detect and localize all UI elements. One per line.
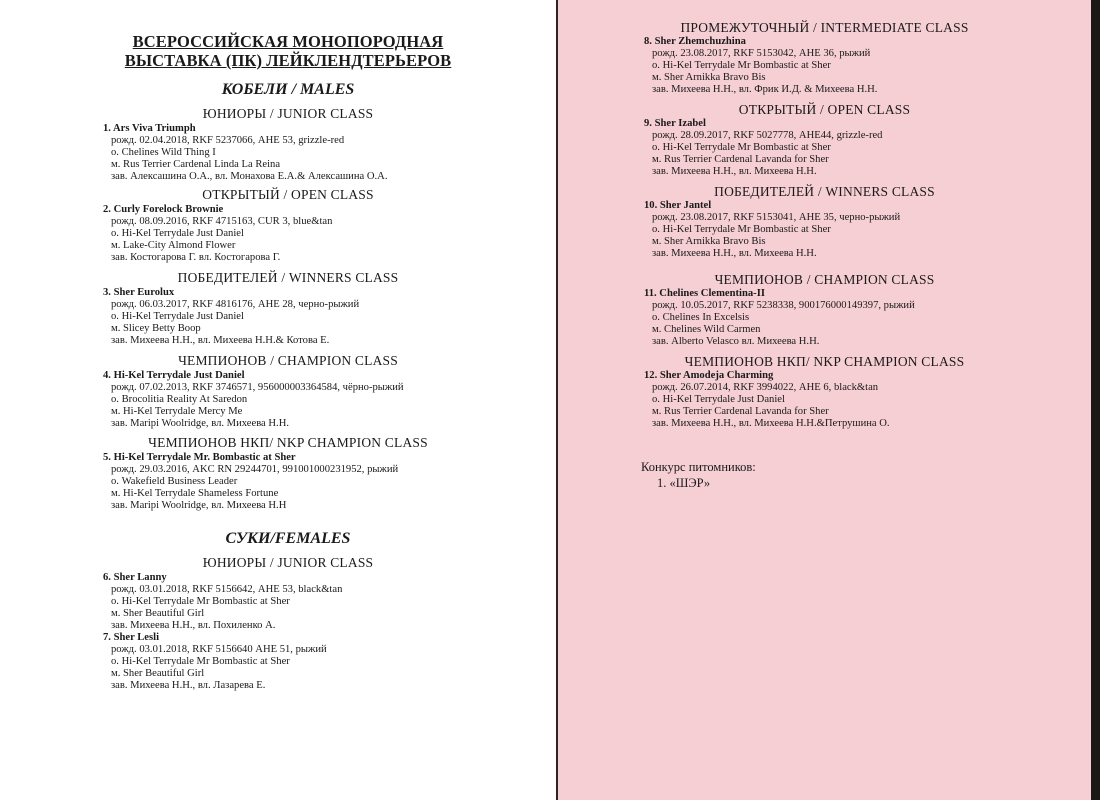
right-page	[558, 0, 1091, 800]
dog-name: 11. Chelines Clementina-II	[644, 288, 765, 299]
class-heading-female-junior: ЮНИОРЫ / JUNIOR CLASS	[202, 555, 374, 570]
entry-5: 5. Hi-Kel Terrydale Mr. Bombastic at Sher рожд. 29.03.2016, AKC RN 29244701, 991001000231952, рыжий о. Wakefield Business Leader м. Hi-Kel Terrydale Shameless Fortune зав. Maripi Woolridge, вл. Михеева Н.Н	[103, 452, 399, 512]
class-heading-female-intermediate: ПРОМЕЖУТОЧНЫЙ / INTERMEDIATE CLASS	[680, 20, 969, 35]
class-heading-female-winners: ПОБЕДИТЕЛЕЙ / WINNERS CLASS	[714, 184, 935, 199]
kennel-item: 1. «ШЭР»	[657, 476, 711, 490]
class-heading-male-open: ОТКРЫТЫЙ / OPEN CLASS	[202, 187, 374, 202]
entry-3: 3. Sher Eurolux рожд. 06.03.2017, RKF 4816176, АНЕ 28, черно-рыжий о. Hi-Kel Terrydale Just Daniel м. Slicey Betty Boop зав. Михеева Н.Н., вл. Михеева Н.Н.& Котова Е.	[103, 287, 360, 347]
dog-name: 7. Sher Lesli	[103, 632, 160, 643]
class-heading-male-junior: ЮНИОРЫ / JUNIOR CLASS	[202, 106, 374, 121]
dog-name: 4. Hi-Kel Terrydale Just Daniel	[103, 370, 245, 381]
entry-6: 6. Sher Lanny рожд. 03.01.2018, RKF 5156642, АНЕ 53, black&tan о. Hi-Kel Terrydale Mr Bombastic at Sher м. Sher Beautiful Girl зав. Михеева Н.Н., вл. Похиленко А.	[103, 572, 343, 632]
females-heading: СУКИ/FEMALES	[225, 530, 351, 547]
entry-1: 1. Ars Viva Triumph рожд. 02.04.2018, RKF 5237066, АНЕ 53, grizzle-red о. Chelines Wild Thing I м. Rus Terrier Cardenal Linda La Reina зав. Алексашина О.А., вл. Монахова Е.А.& Алексашина О.А.	[103, 123, 388, 183]
catalog-title: ВСЕРОССИЙСКАЯ МОНОПОРОДНАЯ ВЫСТАВКА (ПК) ЛЕЙКЛЕНДТЕРЬЕРОВ	[124, 32, 452, 70]
entry-7: 7. Sher Lesli рожд. 03.01.2018, RKF 5156640 АНЕ 51, рыжий о. Hi-Kel Terrydale Mr Bombastic at Sher м. Sher Beautiful Girl зав. Михеева Н.Н., вл. Лазарева Е.	[103, 632, 327, 692]
dog-name: 6. Sher Lanny	[103, 572, 167, 583]
entry-10: 10. Sher Jantel рожд. 23.08.2017, RKF 5153041, АНЕ 35, черно-рыжий о. Hi-Kel Terrydale Mr Bombastic at Sher м. Sher Arnikka Bravo Bis зав. Михеева Н.Н., вл. Михеева Н.Н.	[644, 200, 901, 260]
entry-12: 12. Sher Amodeja Charming рожд. 26.07.2014, RKF 3994022, АНЕ 6, black&tan о. Hi-Kel Terrydale Just Daniel м. Rus Terrier Cardenal Lavanda for Sher зав. Михеева Н.Н., вл. Михеева Н.Н.&Петрушина О.	[644, 370, 890, 430]
dog-name: 8. Sher Zhemchuzhina	[644, 36, 746, 47]
class-heading-female-nkp-champion: ЧЕМПИОНОВ НКП/ NKP CHAMPION CLASS	[684, 354, 965, 369]
entry-11: 11. Chelines Clementina-II рожд. 10.05.2017, RKF 5238338, 900176000149397, рыжий о. Chelines In Excelsis м. Chelines Wild Carmen зав. Alberto Velasco вл. Михеева Н.Н.	[644, 288, 915, 348]
males-heading: КОБЕЛИ / MALES	[221, 81, 355, 98]
dog-name: 1. Ars Viva Triumph	[103, 123, 196, 134]
entry-8: 8. Sher Zhemchuzhina рожд. 23.08.2017, RKF 5153042, АНЕ 36, рыжий о. Hi-Kel Terrydale Mr Bombastic at Sher м. Sher Arnikka Bravo Bis зав. Михеева Н.Н., вл. Фрик И.Д. & Михеева Н.Н.	[644, 36, 878, 96]
class-heading-male-winners: ПОБЕДИТЕЛЕЙ / WINNERS CLASS	[177, 270, 399, 285]
dog-name: 10. Sher Jantel	[644, 200, 712, 211]
dog-name: 2. Curly Forelock Brownie	[103, 204, 224, 215]
entry-9: 9. Sher Izabel рожд. 28.09.2017, RKF 5027778, АНЕ44, grizzle-red о. Hi-Kel Terrydale Mr Bombastic at Sher м. Rus Terrier Cardenal Lavanda for Sher зав. Михеева Н.Н., вл. Михеева Н.Н.	[644, 118, 883, 178]
class-heading-male-nkp-champion: ЧЕМПИОНОВ НКП/ NKP CHAMPION CLASS	[148, 435, 428, 450]
entry-4: 4. Hi-Kel Terrydale Just Daniel рожд. 07.02.2013, RKF 3746571, 956000003364584, чёрно-рыжий о. Brocolitia Reality At Saredon м. Hi-Kel Terrydale Mercy Me зав. Maripi Woolridge, вл. Михеева Н.Н.	[103, 370, 404, 430]
page-edge-shadow	[1091, 0, 1100, 800]
kennel-competition	[641, 459, 756, 491]
entry-2: 2. Curly Forelock Brownie рожд. 08.09.2016, RKF 4715163, CUR 3, blue&tan о. Hi-Kel Terrydale Just Daniel м. Lake-City Almond Flower зав. Костогарова Г. вл. Костогарова Г.	[103, 204, 333, 264]
kennel-heading: Конкурс питомников:	[641, 460, 756, 474]
dog-name: 9. Sher Izabel	[644, 118, 706, 129]
class-heading-male-champion: ЧЕМПИОНОВ / CHAMPION CLASS	[178, 353, 398, 368]
dog-name: 12. Sher Amodeja Charming	[644, 370, 774, 381]
class-heading-female-champion: ЧЕМПИОНОВ / CHAMPION CLASS	[714, 272, 935, 287]
dog-name: 5. Hi-Kel Terrydale Mr. Bombastic at Sher	[103, 452, 296, 463]
class-heading-female-open: ОТКРЫТЫЙ / OPEN CLASS	[738, 102, 911, 117]
dog-name: 3. Sher Eurolux	[103, 287, 175, 298]
